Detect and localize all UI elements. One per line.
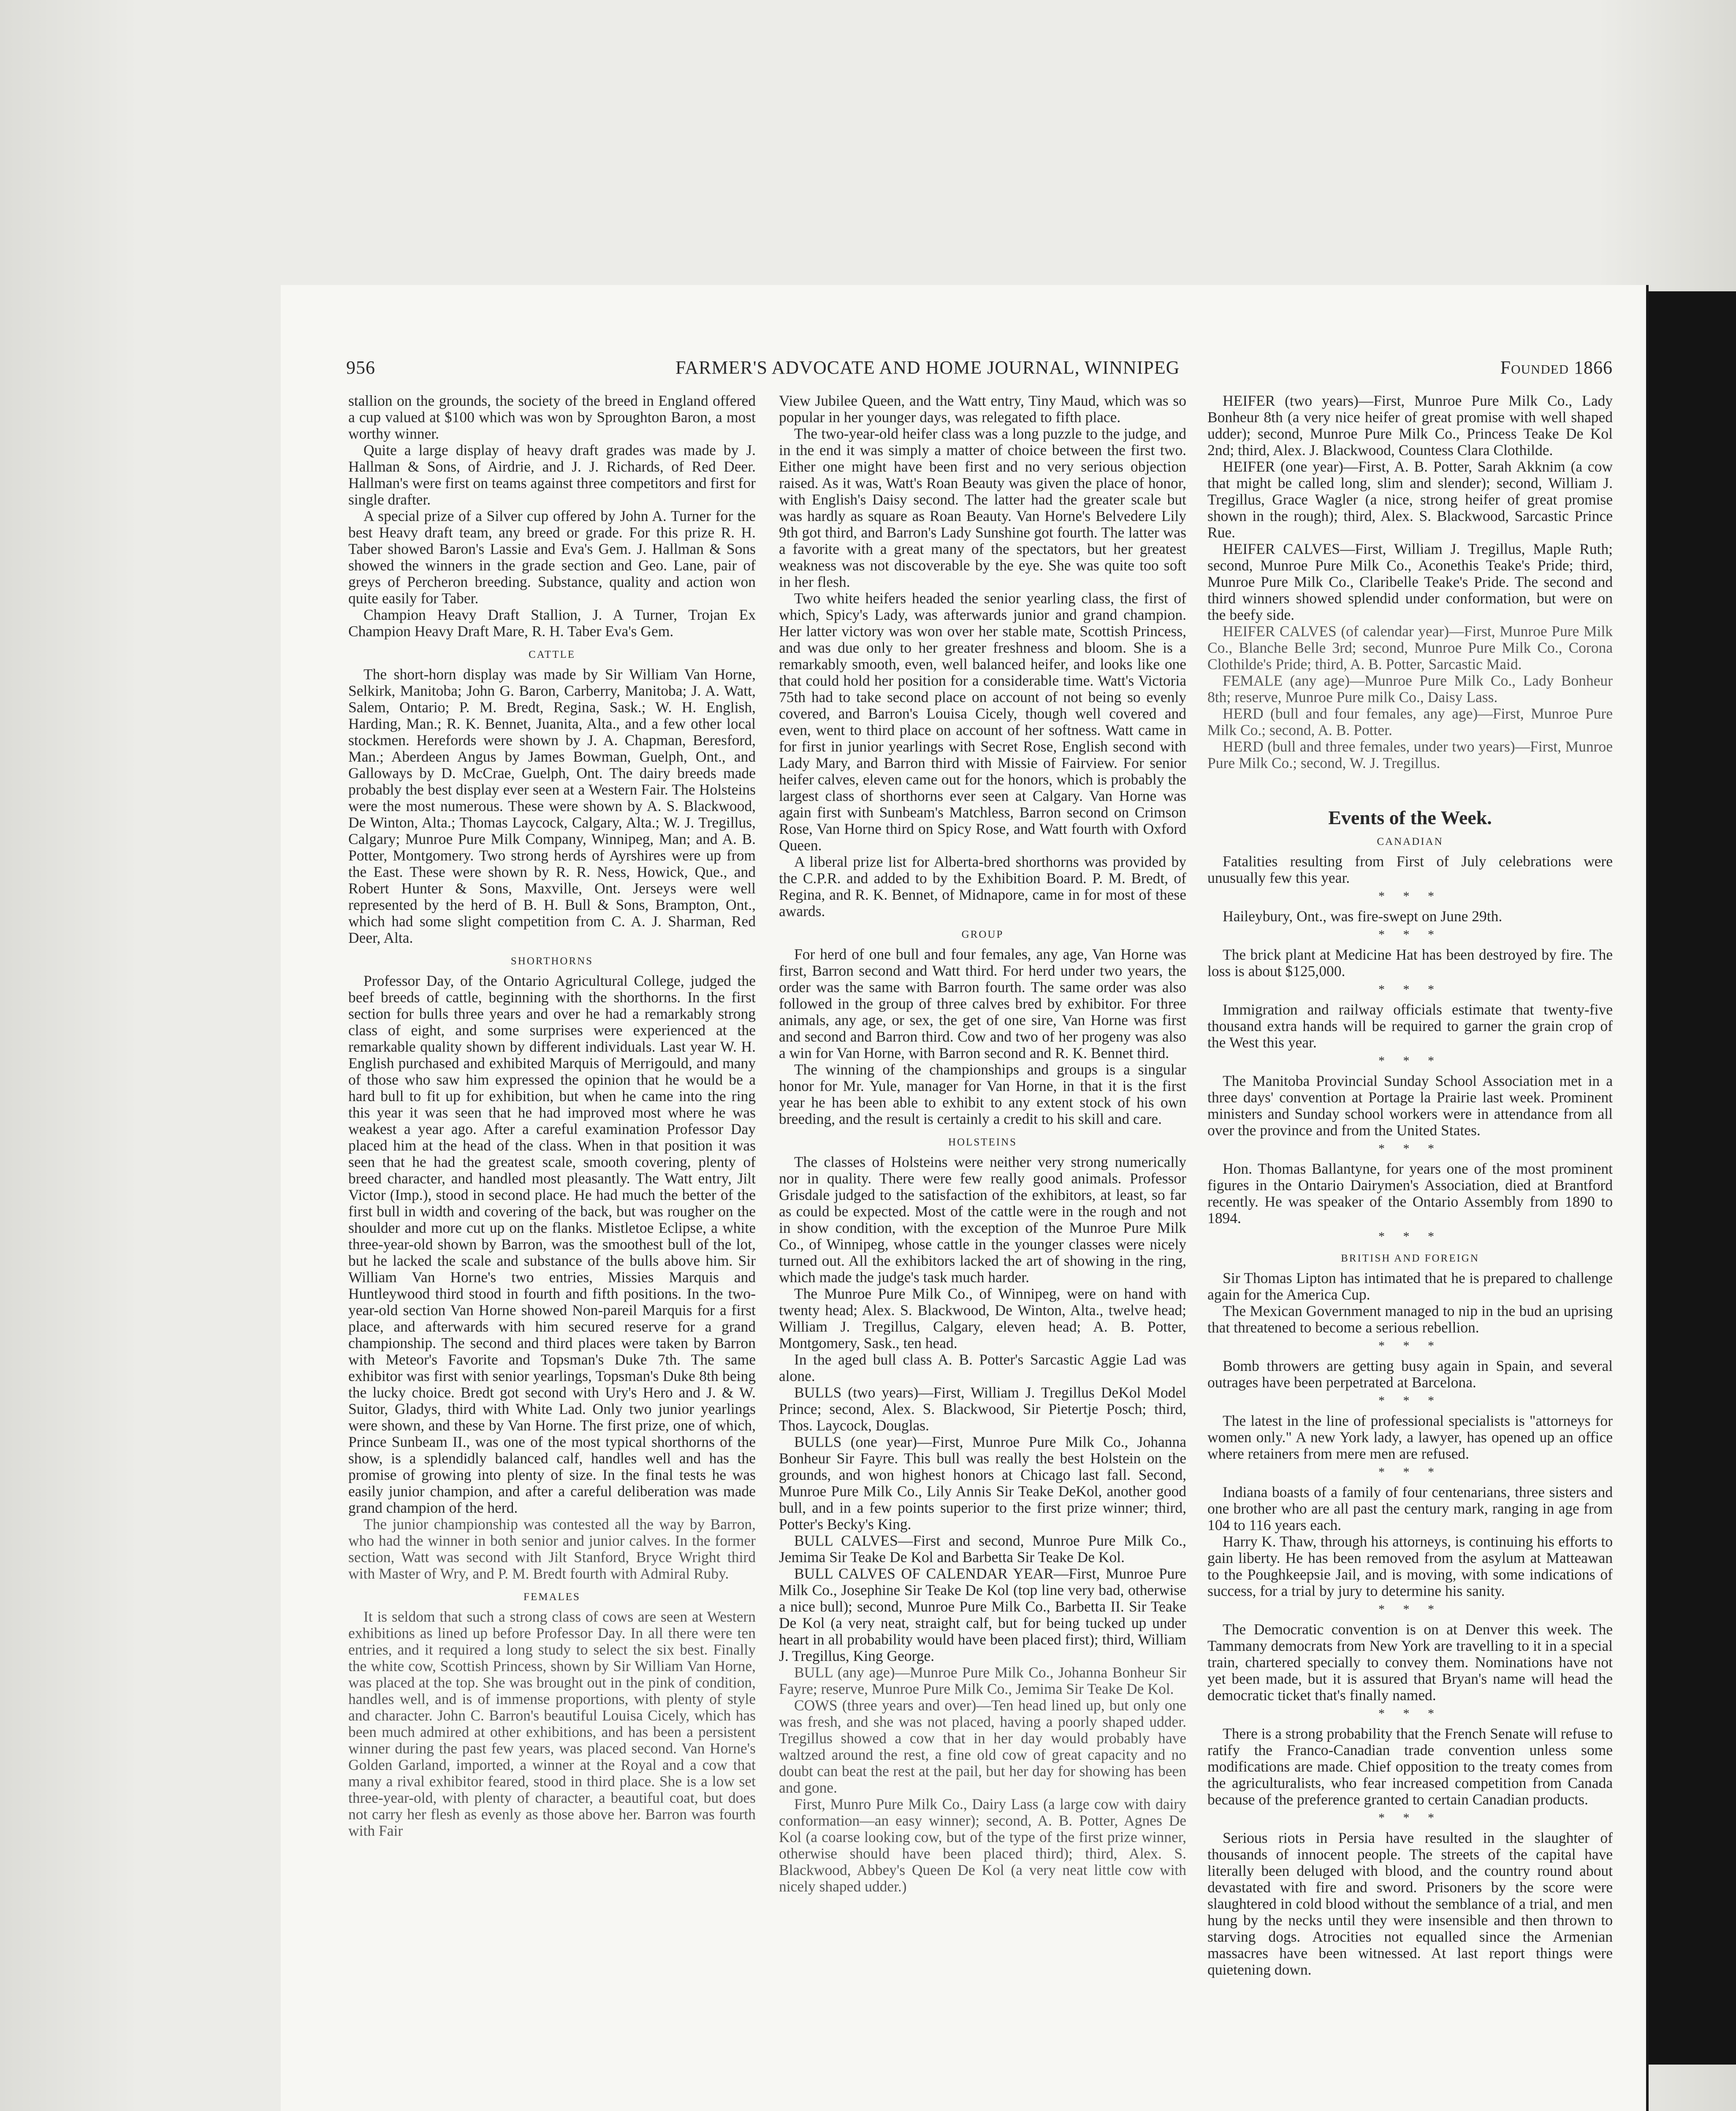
section-heading: FEMALES <box>524 1591 580 1603</box>
article-paragraph: BULL CALVES OF CALENDAR YEAR—First, Munroe Pure Milk Co., Josephine Sir Teake De Kol (top line very bad, otherwise a nice bull); second, Munroe Pure Milk Co., Barbetta II. Sir Teake De Kol (a very neat, straight calf, but for being tucked up under heart in all probability would have been placed first); third, William J. Tregillus, King George. <box>779 1565 1186 1664</box>
separator-stars: * * * <box>1378 889 1442 903</box>
article-paragraph: The short-horn display was made by Sir William Van Horne, Selkirk, Manitoba; John G. Baron, Carberry, Manitoba; J. A. Watt, Salem, Ontario; P. M. Bredt, Regina, Sask.; W. H. English, Harding, Man.; R. K. Bennet, Juanita, Alta., and a few other local stockmen. Herefords were shown by J. A. Chapman, Beresford, Man.; Aberdeen Angus by James Bowman, Guelph, Ont., and Galloways by D. McCrae, Guelph, Ont. The dairy breeds made probably the best display ever seen at a Western Fair. The Holsteins were the most numerous. These were shown by A. S. Blackwood, De Winton, Alta.; Thomas Laycock, Calgary, Alta.; W. J. Tregillus, Calgary; Munroe Pure Milk Company, Winnipeg, Man; and A. B. Potter, Montgomery. Two strong herds of Ayrshires were up from the East. These were shown by R. R. Ness, Howick, Que., and Robert Hunter & Sons, Maxville, Ont. Jerseys were well represented by the herd of B. H. Bull & Sons, Brampton, Ont., which had some slight competition from C. A. J. Sharman, Red Deer, Alta. <box>348 666 756 946</box>
article-paragraph: Bomb throwers are getting busy again in Spain, and several outrages have been perpetrated at Barcelona. <box>1207 1357 1613 1391</box>
article-paragraph: HEIFER CALVES—First, William J. Tregillus, Maple Ruth; second, Munroe Pure Milk Co., Aconethis Teake's Pride; third, Munroe Pure Milk Co., Claribelle Teake's Pride. The second and third winners showed splendid under conformation, but were on the beefy side. <box>1207 540 1613 623</box>
founded-note: Founded 1866 <box>1500 357 1613 378</box>
article-paragraph: BULLS (one year)—First, Munroe Pure Milk Co., Johanna Bonheur Sir Fayre. This bull was really the best Holstein on the grounds, and won highest honors at Chicago last fall. Second, Munroe Pure Milk Co., Lily Annis Sir Teake DeKol, another good bull, and in a few points superior to the first prize winner; third, Potter's Becky's King. <box>779 1433 1186 1533</box>
article-paragraph: FEMALE (any age)—Munroe Pure Milk Co., Lady Bonheur 8th; reserve, Munroe Pure milk Co., Daisy Lass. <box>1207 672 1613 705</box>
article-paragraph: A special prize of a Silver cup offered by John A. Turner for the best Heavy draft team, any breed or grade. For this prize R. H. Taber showed Baron's Lassie and Eva's Gem. J. Hallman & Sons showed the winners in the grade section and Geo. Lane, pair of greys of Percheron breeding. Substance, quality and action won quite easily for Taber. <box>348 507 756 607</box>
article-paragraph: Hon. Thomas Ballantyne, for years one of the most prominent figures in the Ontario Dairymen's Association, died at Brantford recently. He was speaker of the Ontario Assembly from 1890 to 1894. <box>1207 1160 1613 1226</box>
article-paragraph: Champion Heavy Draft Stallion, J. A Turner, Trojan Ex Champion Heavy Draft Mare, R. H. Taber Eva's Gem. <box>348 606 756 640</box>
article-paragraph: The Munroe Pure Milk Co., of Winnipeg, were on hand with twenty head; Alex. S. Blackwood, De Winton, Alta., twelve head; William J. Tregillus, Calgary, eleven head; A. B. Potter, Montgomery, Sask., ten head. <box>779 1285 1186 1351</box>
article-paragraph: Immigration and railway officials estimate that twenty-five thousand extra hands will be required to garner the grain crop of the West this year. <box>1207 1001 1613 1051</box>
section-heading: HOLSTEINS <box>948 1137 1017 1148</box>
article-paragraph: HEIFER CALVES (of calendar year)—First, Munroe Pure Milk Co., Blanche Belle 3rd; second, Munroe Pure Milk Co., Corona Clothilde's Pride; third, A. B. Potter, Sarcastic Maid. <box>1207 623 1613 673</box>
separator-stars: * * * <box>1378 1229 1442 1243</box>
section-heading: SHORTHORNS <box>510 955 594 967</box>
article-paragraph: View Jubilee Queen, and the Watt entry, Tiny Maud, which was so popular in her younger days, was relegated to fifth place. <box>779 393 1186 426</box>
article-paragraph: For herd of one bull and four females, any age, Van Horne was first, Barron second and Watt third. For herd under two years, the order was the same with Barron fourth. The same order was also followed in the group of three calves bred by exhibitor. For three animals, any age, or sex, the get of one sire, Van Horne was first and second and Barron third. Cow and two of her progeny was also a win for Van Horne, with Barron second and R. K. Bennet third. <box>779 946 1186 1061</box>
article-paragraph: Serious riots in Persia have resulted in the slaughter of thousands of innocent people. The streets of the capital have literally been deluged with blood, and the country round about devastated with fire and sword. Prisoners by the score were slaughtered in cold blood without the semblance of a trial, and men hung by the necks until they were insensible and then thrown to starving dogs. Atrocities not equalled since the Armenian massacres have been witnessed. At last report things were quietening down. <box>1207 1829 1613 1978</box>
section-heading: BRITISH AND FOREIGN <box>1341 1253 1479 1264</box>
article-paragraph: Harry K. Thaw, through his attorneys, is continuing his efforts to gain liberty. He has been removed from the asylum at Matteawan to the Poughkeepsie Jail, and is moving, with some indications of success, for a trial by jury to determine his sanity. <box>1207 1533 1613 1599</box>
article-paragraph: Indiana boasts of a family of four centenarians, three sisters and one brother who are all past the century mark, ranging in age from 104 to 116 years each. <box>1207 1484 1613 1533</box>
column-left <box>348 393 756 2111</box>
scan-edge-shadow <box>1646 291 1736 2065</box>
separator-stars: * * * <box>1378 1465 1442 1479</box>
separator-stars: * * * <box>1378 1707 1442 1720</box>
separator-stars: * * * <box>1378 1339 1442 1353</box>
article-paragraph: The classes of Holsteins were neither very strong numerically nor in quality. There were few really good animals. Professor Grisdale judged to the satisfaction of the exhibitors, at least, so far as could be expected. Most of the cattle were in the rough and not in show condition, with the exception of the Munroe Pure Milk Co., of Winnipeg, whose cattle in the younger classes were nicely turned out. All the exhibitors lacked the art of showing in the ring, which made the judge's task much harder. <box>779 1153 1186 1286</box>
article-paragraph: Professor Day, of the Ontario Agricultural College, judged the beef breeds of cattle, beginning with the shorthorns. In the first section for bulls three years and over he had a remarkably strong class of eight, and some surprises were experienced at the remarkable quality shown by different individuals. Last year W. H. English purchased and exhibited Marquis of Merrigould, and many of those who saw him expressed the opinion that he would be a hard bull to fit up for exhibition, but when he came into the ring this year it was seen that he had improved most where he was weakest a year ago. After a careful examination Professor Day placed him at the head of the class. When in that position it was seen that he had the greatest scale, smooth covering, plenty of breed character, and handled most pleasantly. The Watt entry, Jilt Victor (Imp.), stood in second place. He had much the better of the first bull in width and covering of the back, but was rougher on the shoulder and more cut up on the flanks. Mistletoe Eclipse, a white three-year-old shown by Barron, was the smoothest bull of the lot, but he lacked the scale and substance of the bulls above him. Sir William Van Horne's two entries, Missies Marquis and Huntleywood third stood in fourth and fifth positions. In the two-year-old section Van Horne showed Non-pareil Marquis for a first place, and afterwards with him secured reserve for a grand championship. The second and third places were taken by Barron with Meteor's Favorite and Topsman's Duke 7th. The same exhibitor was first with senior yearlings, Topsman's Duke 8th being the lucky choice. Bredt got second with Ury's Hero and J. & W. Suitor, Gladys, third with White Lad. Only two junior yearlings were shown, and these by Van Horne. The first prize, one of which, Prince Sunbeam II., was one of the most typical shorthorns of the show, is a splendidly balanced calf, handles well and has the promise of growing into plenty of size. In the final tests he was easily junior champion, and after a careful deliberation was made grand champion of the herd. <box>348 972 756 1516</box>
section-heading: CATTLE <box>528 649 576 660</box>
page-number: 956 <box>346 357 375 378</box>
article-paragraph: The winning of the championships and groups is a singular honor for Mr. Yule, manager for Van Horne, in that it is the first year he has been able to exhibit to any extent stock of his own breeding, and the result is certainly a credit to his skill and care. <box>779 1061 1186 1127</box>
article-paragraph: The Democratic convention is on at Denver this week. The Tammany democrats from New York are travelling to it in a special train, chartered specially to convey them. Nominations have not yet been made, but it is assured that Bryan's name will head the democratic ticket that's finally named. <box>1207 1621 1613 1704</box>
article-paragraph: BULL CALVES—First and second, Munroe Pure Milk Co., Jemima Sir Teake De Kol and Barbetta Sir Teake De Kol. <box>779 1532 1186 1566</box>
column-middle <box>779 393 1186 2111</box>
page-header <box>346 357 1613 382</box>
article-paragraph: A liberal prize list for Alberta-bred shorthorns was provided by the C.P.R. and added to by the Exhibition Board. P. M. Bredt, of Regina, and R. K. Bennet, of Midnapore, came in for most of these awards. <box>779 853 1186 920</box>
newspaper-page <box>281 285 1649 2111</box>
section-heading: CANADIAN <box>1377 836 1443 847</box>
separator-stars: * * * <box>1378 1054 1442 1068</box>
article-paragraph: In the aged bull class A. B. Potter's Sarcastic Aggie Lad was alone. <box>779 1351 1186 1384</box>
article-paragraph: Sir Thomas Lipton has intimated that he is prepared to challenge again for the America Cup. <box>1207 1270 1613 1303</box>
separator-stars: * * * <box>1378 1394 1442 1408</box>
article-paragraph: The Mexican Government managed to nip in the bud an uprising that threatened to become a serious rebellion. <box>1207 1302 1613 1336</box>
article-paragraph: COWS (three years and over)—Ten head lined up, but only one was fresh, and she was not placed, having a poorly shaped udder. Tregillus showed a cow that in her day would probably have waltzed around the rest, a fine old cow of great capacity and no doubt can beat the rest at the pail, but her day for showing has been and gone. <box>779 1697 1186 1796</box>
article-paragraph: HERD (bull and three females, under two years)—First, Munroe Pure Milk Co.; second, W. J. Tregillus. <box>1207 738 1613 771</box>
article-paragraph: Two white heifers headed the senior yearling class, the first of which, Spicy's Lady, was afterwards junior and grand champion. Her latter victory was won over her stable mate, Scottish Princess, and was due only to her greater freshness and bloom. She is a remarkably smooth, even, well balanced heifer, and looks like one that could hold her position for a considerable time. Watt's Victoria 75th had to take second place on account of not being so evenly covered, and Barron's Louisa Cicely, though well covered and even, went to third place on account of her softness. Watt came in for first in junior yearlings with Secret Rose, English second with Lady Mary, and Barron third with Missie of Fairview. For senior heifer calves, eleven came out for the honors, which is probably the largest class of shorthorns ever seen at Calgary. Van Horne was again first with Sunbeam's Matchless, Barron second on Crimson Rose, Van Horne third on Spicy Rose, and Watt fourth with Oxford Queen. <box>779 590 1186 854</box>
article-paragraph: HERD (bull and four females, any age)—First, Munroe Pure Milk Co.; second, A. B. Potter. <box>1207 705 1613 738</box>
article-paragraph: There is a strong probability that the French Senate will refuse to ratify the Franco-Canadian trade convention unless some modifications are made. Chief opposition to the treaty comes from the agriculturalists, who fear increased competition from Canada because of the preference granted to certain Canadian products. <box>1207 1725 1613 1808</box>
article-paragraph: First, Munro Pure Milk Co., Dairy Lass (a large cow with dairy conformation—an easy winner); second, A. B. Potter, Agnes De Kol (a coarse looking cow, but of the type of the first prize winner, otherwise should have been placed third); third, Alex. S. Blackwood, Abbey's Queen De Kol (a very neat little cow with nicely shaped udder.) <box>779 1796 1186 1895</box>
article-paragraph: The junior championship was contested all the way by Barron, who had the winner in both senior and junior calves. In the former section, Watt was second with Jilt Stanford, Bryce Wright third with Master of Wry, and P. M. Bredt fourth with Admiral Ruby. <box>348 1516 756 1582</box>
separator-stars: * * * <box>1378 1142 1442 1156</box>
separator-stars: * * * <box>1378 982 1442 996</box>
article-paragraph: The two-year-old heifer class was a long puzzle to the judge, and in the end it was simply a matter of choice between the first two. Either one might have been first and no very serious objection raised. As it was, Watt's Roan Beauty was given the place of honor, with English's Daisy second. The latter had the greater scale but was hardly as square as Roan Beauty. Van Horne's Belvedere Lily 9th got third, and Barron's Lady Sunshine got fourth. The latter was a favorite with a great many of the spectators, but her greatest weakness was not discoverable by the eye. She was quite too soft in her flesh. <box>779 425 1186 590</box>
article-paragraph: Haileybury, Ont., was fire-swept on June 29th. <box>1223 908 1503 925</box>
article-paragraph: BULL (any age)—Munroe Pure Milk Co., Johanna Bonheur Sir Fayre; reserve, Munroe Pure Milk Co., Jemima Sir Teake De Kol. <box>779 1664 1186 1697</box>
article-paragraph: The brick plant at Medicine Hat has been destroyed by fire. The loss is about $125,000. <box>1207 946 1613 980</box>
article-paragraph: The latest in the line of professional specialists is "attorneys for women only." A new York lady, a lawyer, has opened up an office where retainers from mere men are refused. <box>1207 1412 1613 1462</box>
article-paragraph: Quite a large display of heavy draft grades was made by J. Hallman & Sons, of Airdrie, and J. J. Richards, of Red Deer. Hallman's were first on teams against three competitors and first for single drafter. <box>348 442 756 508</box>
article-paragraph: BULLS (two years)—First, William J. Tregillus DeKol Model Prince; second, Alex. S. Blackwood, Sir Pietertje Posch; third, Thos. Laycock, Douglas. <box>779 1384 1186 1434</box>
article-paragraph: Fatalities resulting from First of July celebrations were unusually few this year. <box>1207 853 1613 886</box>
running-title: FARMER'S ADVOCATE AND HOME JOURNAL, WINNIPEG <box>675 357 1180 378</box>
article-paragraph: It is seldom that such a strong class of cows are seen at Western exhibitions as lined up before Professor Day. In all there were ten entries, and it required a long study to select the six best. Finally the white cow, Scottish Princess, shown by Sir William Van Horne, was placed at the top. She was brought out in the pink of condition, handles well, and is of immense proportions, with plenty of style and character. John C. Barron's beautiful Louisa Cicely, which has been much admired at other exhibitions, and has been a persistent winner during the past few years, was placed second. Van Horne's Golden Garland, imported, a winner at the Royal and a cow that many a rival exhibitor feared, stood in third place. She is a low set three-year-old, with plenty of character, a beautiful coat, but does not carry her flesh as evenly as those above her. Barron was fourth with Fair <box>348 1608 756 1839</box>
article-paragraph: HEIFER (one year)—First, A. B. Potter, Sarah Akknim (a cow that might be called long, slim and slender); second, William J. Tregillus, Grace Wagler (a nice, strong heifer of great promise shown in the rough); third, Alex. S. Blackwood, Sarcastic Prince Rue. <box>1207 458 1613 541</box>
separator-stars: * * * <box>1378 1811 1442 1825</box>
column-right <box>1207 393 1613 2111</box>
article-paragraph: HEIFER (two years)—First, Munroe Pure Milk Co., Lady Bonheur 8th (a very nice heifer of great promise with well shaped udder); second, Munroe Pure Milk Co., Princess Teake De Kol 2nd; third, Alex. J. Blackwood, Countess Clara Clothilde. <box>1207 393 1613 459</box>
separator-stars: * * * <box>1378 928 1442 942</box>
section-heading: GROUP <box>961 929 1004 940</box>
events-heading: Events of the Week. <box>1328 807 1492 828</box>
separator-stars: * * * <box>1378 1602 1442 1616</box>
article-paragraph: The Manitoba Provincial Sunday School Association met in a three days' convention at Portage la Prairie last week. Prominent ministers and Sunday school workers were in attendance from all over the province and from the United States. <box>1207 1072 1613 1139</box>
article-paragraph: stallion on the grounds, the society of the breed in England offered a cup valued at $100 which was won by Sproughton Baron, a most worthy winner. <box>348 393 756 442</box>
